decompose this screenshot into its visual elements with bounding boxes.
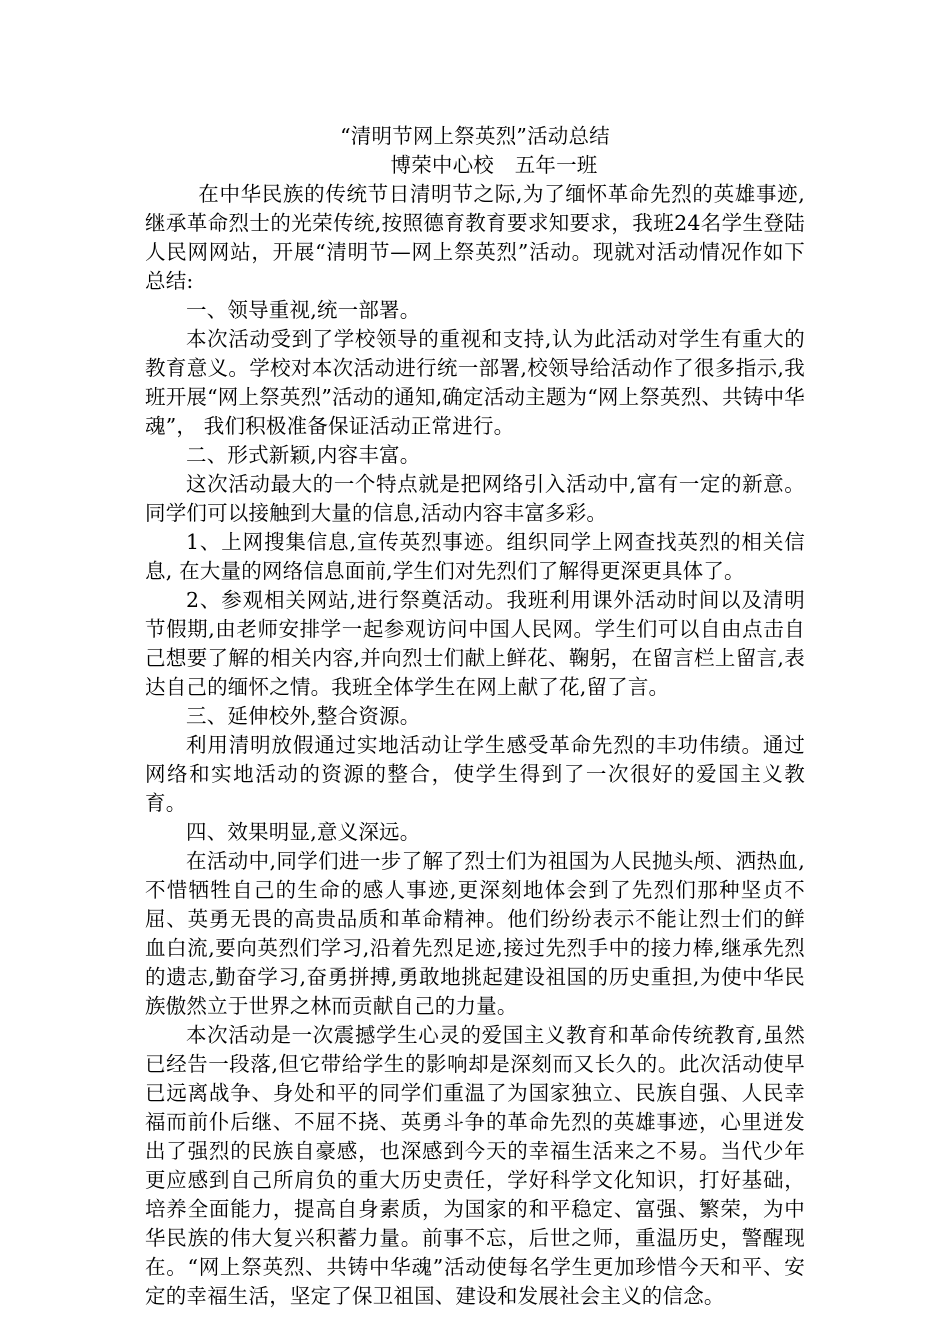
paragraph-item-2: 2、参观相关网站,进行祭奠活动。我班利用课外活动时间以及清明节假期,由老师安排学一起参观访问中国人民网。学生们可以自由点击自己想要了解的相关内容,并向烈士们献上鲜花、鞠躬，在留言栏上留言,表达自己的缅怀之情。我班全体学生在网上献了花,留了言。: [145, 588, 805, 699]
paragraph-intro: 在中华民族的传统节日清明节之际,为了缅怀革命先烈的英雄事迹,继承革命烈士的光荣传统,按照德育教育要求知要求，我班24名学生登陆人民网网站，开展“清明节—网上祭英烈”活动。现就对活动情况作如下总结:: [145, 182, 805, 293]
document-body: [145, 122, 805, 1311]
section-heading-3: 三、延伸校外,整合资源。: [186, 704, 421, 728]
paragraph-conclusion: 本次活动是一次震撼学生心灵的爱国主义教育和革命传统教育,虽然已经告一段落,但它带给学生的影响却是深刻而又长久的。此次活动使早已远离战争、身处和平的同学们重温了为国家独立、民族自强、人民幸福而前仆后继、不屈不挠、英勇斗争的革命先烈的英雄事迹，心里迸发出了强烈的民族自豪感，也深感到今天的幸福生活来之不易。当代少年更应感到自己所肩负的重大历史责任，学好科学文化知识，打好基础，培养全面能力，提高自身素质，为国家的和平稳定、富强、繁荣，为中华民族的伟大复兴积蓄力量。前事不忘，后世之师，重温历史，警醒现在。“网上祭英烈、共铸中华魂”活动使每名学生更加珍惜今天和平、安定的幸福生活，坚定了保卫祖国、建设和发展社会主义的信念。: [145, 1023, 805, 1308]
section-heading-1: 一、领导重视,统一部署。: [186, 298, 421, 322]
paragraph-section-4: 在活动中,同学们进一步了解了烈士们为祖国为人民抛头颅、洒热血,不惜牺牲自己的生命的感人事迹,更深刻地体会到了先烈们那种坚贞不屈、英勇无畏的高贵品质和革命精神。他们纷纷表示不能让烈士们的鲜血白流,要向英烈们学习,沿着先烈足迹,接过先烈手中的接力棒,继承先烈的遗志,勤奋学习,奋勇拼搏,勇敢地挑起建设祖国的历史重担,为使中华民族傲然立于世界之林而贡献自己的力量。: [145, 849, 805, 1018]
section-heading-4: 四、效果明显,意义深远。: [186, 820, 421, 844]
paragraph-section-3: 利用清明放假通过实地活动让学生感受革命先烈的丰功伟绩。通过网络和实地活动的资源的整合，使学生得到了一次很好的爱国主义教育。: [145, 733, 805, 815]
document-subtitle: 博荣中心校 五年一班: [390, 153, 598, 177]
paragraph-section-1: 本次活动受到了学校领导的重视和支持,认为此活动对学生有重大的教育意义。学校对本次活动进行统一部署,校领导给活动作了很多指示,我班开展“网上祭英烈”活动的通知,确定活动主题为“网上祭英烈、共铸中华魂”， 我们积极准备保证活动正常进行。: [145, 327, 805, 438]
document-title: “清明节网上祭英烈”活动总结: [340, 124, 610, 148]
section-heading-2: 二、形式新颖,内容丰富。: [186, 443, 421, 467]
paragraph-item-1: 1、上网搜集信息,宣传英烈事迹。组织同学上网查找英烈的相关信息, 在大量的网络信息面前,学生们对先烈们了解得更深更具体了。: [145, 530, 805, 583]
paragraph-section-2: 这次活动最大的一个特点就是把网络引入活动中,富有一定的新意。同学们可以接触到大量的信息,活动内容丰富多彩。: [145, 472, 805, 525]
